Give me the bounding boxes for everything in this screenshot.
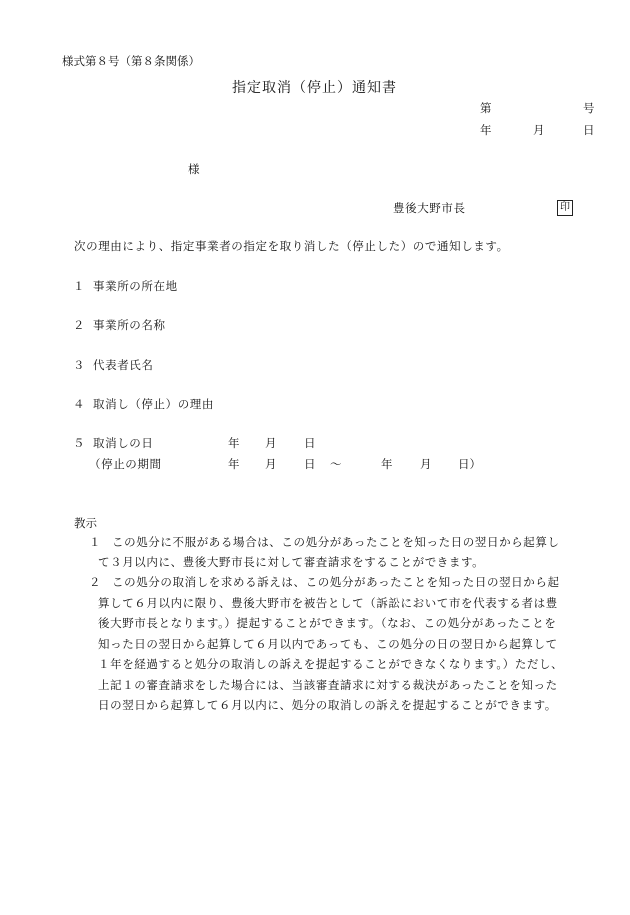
notice-1-line: て３月以内に、豊後大野市長に対して審査請求をすることができます。	[98, 555, 485, 569]
notice-2-line: 算して６月以内に限り、豊後大野市を被告として（訴訟において市を代表する者は豊	[98, 596, 558, 610]
item-4-label: 取消し（停止）の理由	[93, 397, 214, 411]
suspension-label: （停止の期間	[89, 457, 162, 471]
item-5-label: 取消しの日	[93, 436, 154, 450]
notice-2-line: この処分の取消しを求める訴えは、この処分があったことを知った日の翌日から起	[112, 575, 560, 589]
notice-2-line: 後大野市長となります。）提起することができます。（なお、この処分があったことを	[98, 616, 557, 630]
date-month: 月	[533, 123, 545, 137]
form-number: 様式第８号（第８条関係）	[62, 54, 200, 68]
item-1-number: １	[73, 279, 85, 293]
notice-2-line: １年を経過すると処分の取消しの訴えを提起することができなくなります。）ただし、	[98, 657, 564, 671]
seal-mark: 印	[557, 200, 573, 216]
item-4-number: ４	[73, 397, 85, 411]
suspension-end-day: 日）	[458, 457, 481, 471]
suspension-end-month: 月	[420, 457, 432, 471]
doc-number-prefix: 第	[480, 101, 492, 115]
suspension-start-month: 月	[265, 457, 277, 471]
notice-2-line: 日の翌日から起算して６月以内に、処分の取消しの訴えを提起することができます。	[98, 698, 557, 712]
item-2-label: 事業所の名称	[93, 318, 166, 332]
document-title: 指定取消（停止）通知書	[232, 80, 397, 96]
notice-heading: 教示	[74, 516, 97, 530]
cancel-date-year: 年	[228, 436, 240, 450]
cancel-date-day: 日	[304, 436, 316, 450]
intro-text: 次の理由により、指定事業者の指定を取り消した（停止した）ので通知します。	[74, 239, 509, 253]
notice-2-line: 知った日の翌日から起算して６月以内であっても、この処分の日の翌日から起算して	[98, 637, 558, 651]
date-day: 日	[583, 123, 595, 137]
addressee-suffix: 様	[188, 162, 200, 176]
period-tilde: ～	[330, 457, 342, 471]
suspension-start-day: 日	[304, 457, 316, 471]
suspension-start-year: 年	[228, 457, 240, 471]
notice-1-number: １	[89, 535, 101, 549]
suspension-end-year: 年	[381, 457, 393, 471]
item-1-label: 事業所の所在地	[93, 279, 178, 293]
item-2-number: ２	[73, 318, 85, 332]
date-year: 年	[480, 123, 492, 137]
doc-number-suffix: 号	[583, 101, 595, 115]
notice-2-number: ２	[89, 575, 101, 589]
item-3-label: 代表者氏名	[93, 358, 154, 372]
notice-1-line: この処分に不服がある場合は、この処分があったことを知った日の翌日から起算し	[112, 535, 560, 549]
notice-2-line: 上記１の審査請求をした場合には、当該審査請求に対する裁決があったことを知った	[98, 678, 558, 692]
item-5-number: ５	[73, 436, 85, 450]
item-3-number: ３	[73, 358, 85, 372]
issuer-name: 豊後大野市長	[393, 201, 466, 215]
cancel-date-month: 月	[265, 436, 277, 450]
